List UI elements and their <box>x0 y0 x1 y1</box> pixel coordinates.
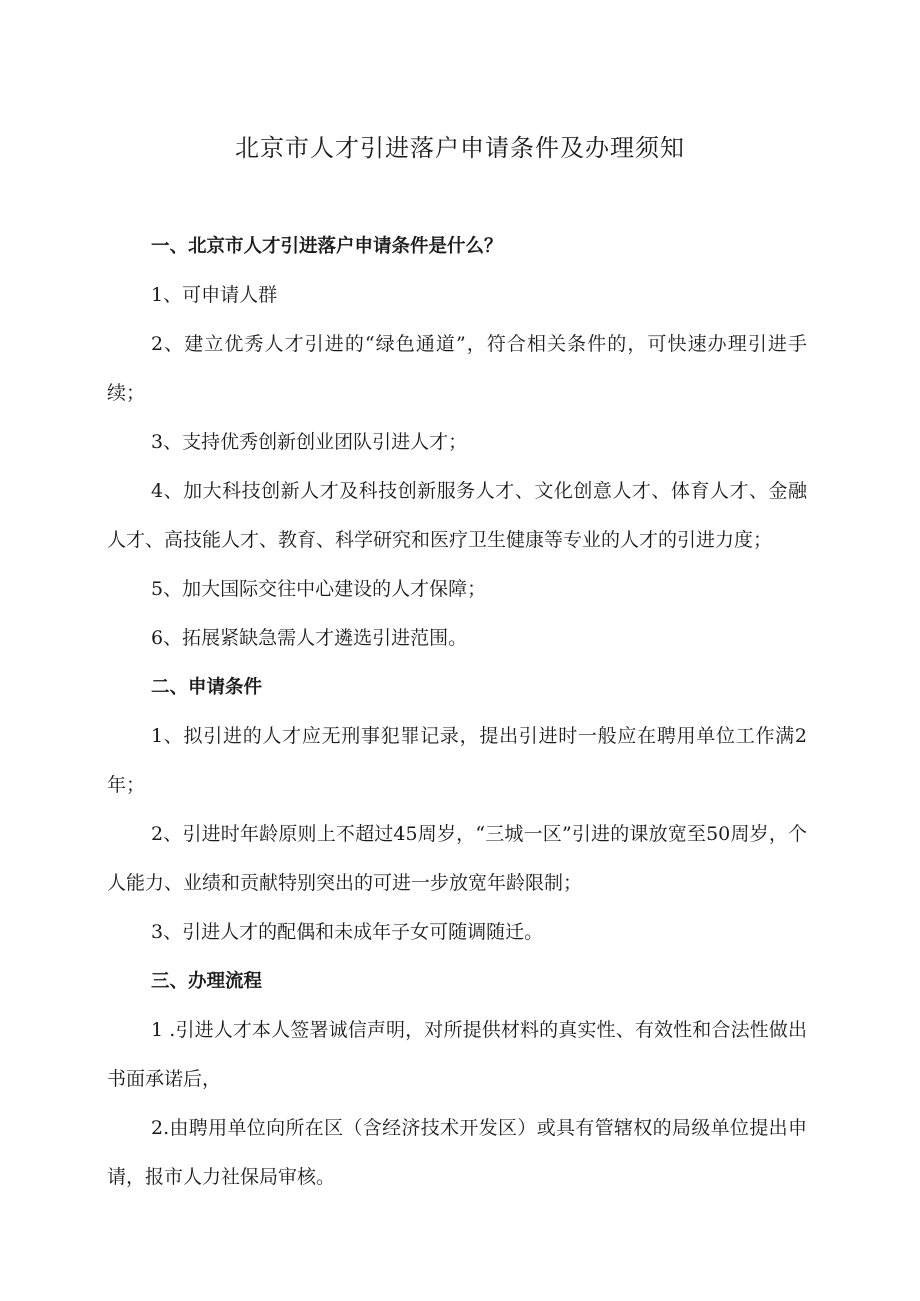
section-heading: 二、申请条件 <box>151 677 263 698</box>
paragraph: 1 .引进人才本人签署诚信声明，对所提供材料的真实性、有效性和合法性做出书面承诺后， <box>107 1019 807 1090</box>
document-title: 北京市人才引进落户申请条件及办理须知 <box>235 134 685 162</box>
paragraph: 6、拓展紧缺急需人才遴选引进范围。 <box>151 627 468 649</box>
paragraph: 2、引进时年龄原则上不超过45周岁，“三城一区”引进的课放宽至50周岁，个人能力、业绩和贡献特别突出的可进一步放宽年龄限制； <box>107 823 807 894</box>
document-body <box>107 222 807 1202</box>
paragraph: 2.由聘用单位向所在区（含经济技术开发区）或具有管辖权的局级单位提出申请，报市人力社保局审核。 <box>107 1117 807 1188</box>
paragraph: 1、拟引进的人才应无刑事犯罪记录，提出引进时一般应在聘用单位工作满2年； <box>107 725 807 796</box>
paragraph: 3、引进人才的配偶和未成年子女可随调随迁。 <box>151 921 544 943</box>
paragraph: 5、加大国际交往中心建设的人才保障； <box>151 578 487 600</box>
paragraph: 2、建立优秀人才引进的“绿色通道”，符合相关条件的，可快速办理引进手续； <box>107 333 807 404</box>
section-heading: 一、北京市人才引进落户申请条件是什么？ <box>151 236 503 257</box>
paragraph: 4、加大科技创新人才及科技创新服务人才、文化创意人才、体育人才、金融人才、高技能人才、教育、科学研究和医疗卫生健康等专业的人才的引进力度； <box>107 480 807 551</box>
paragraph: 1、可申请人群 <box>151 284 278 306</box>
paragraph: 3、支持优秀创新创业团队引进人才； <box>151 431 468 453</box>
section-heading: 三、办理流程 <box>151 971 263 992</box>
